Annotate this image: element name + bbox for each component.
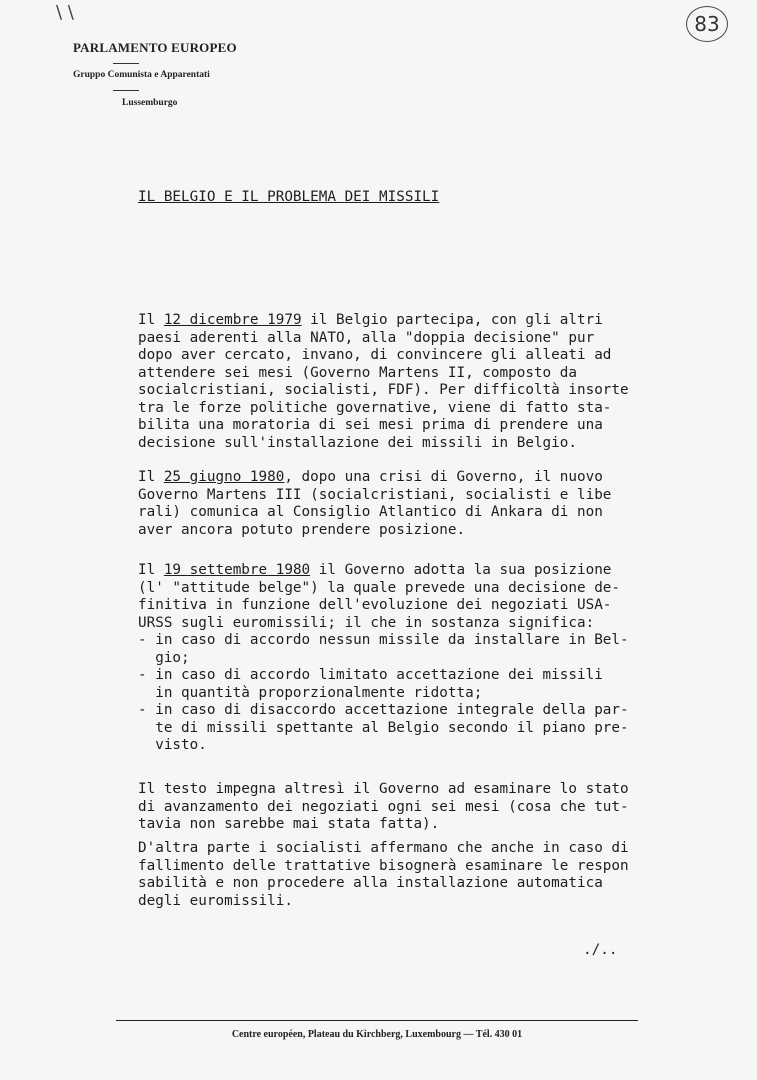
paragraph-5: D'altra parte i socialisti affermano che anche in caso di fallimento delle trattative bisognerà esaminare le respon sabilità e non procedere alla installazione automatica degli euromissili. — [138, 840, 629, 909]
letterhead-city: Lussemburgo — [122, 98, 178, 108]
document-title: IL BELGIO E IL PROBLEMA DEI MISSILI — [138, 189, 440, 205]
paragraph-lead: Il — [138, 469, 164, 485]
paragraph-text: il Belgio partecipa, con gli altri paesi aderenti alla NATO, alla "doppia decisione" pur dopo aver cercato, invano, di convincere gli alleati ad attendere sei mesi (Governo Martens II, composto da socialcristiani, socialisti, FDF). Per difficoltà insorte tra le forze politiche governative, viene di fatto sta- bilita una moratoria di sei mesi prima di prendere una decisione sull'installazione dei missili in Belgio. — [138, 312, 629, 451]
footer-address: Centre européen, Plateau du Kirchberg, Luxembourg — Tél. 430 01 — [231, 1029, 523, 1040]
paragraph-lead: Il — [138, 562, 164, 578]
date-underlined: 19 settembre 1980 — [163, 562, 311, 578]
date-underlined: 12 dicembre 1979 — [163, 312, 302, 328]
page-number-stamp: 83 — [686, 6, 728, 42]
paragraph-text: il Governo adotta la sua posizione (l' "attitude belge") la quale prevede una decisione de- finitiva in funzione dell'evoluzione dei negoziati USA- URSS sugli euromissili; il che in sostanza significa: - in caso di accordo nessun missile da installare in Bel- gio; - in caso di accordo limitato accettazione dei missili in quantità proporzionalmente ridotta; - in caso di disaccordo accettazione integrale della par- te di missili spettante al Belgio secondo il piano pre- visto. — [138, 562, 629, 753]
letterhead-rule — [113, 90, 139, 91]
paragraph-4: Il testo impegna altresì il Governo ad esaminare lo stato di avanzamento dei negoziati ogni sei mesi (cosa che tut- tavia non sarebbe mai stata fatta). — [138, 781, 629, 832]
letterhead-organization: PARLAMENTO EUROPEO — [73, 40, 237, 55]
letterhead-rule — [113, 63, 139, 64]
paragraph-1 — [138, 312, 678, 452]
continuation-mark: ./.. — [583, 942, 618, 958]
paragraph-2 — [138, 469, 678, 539]
paragraph-lead: Il — [138, 312, 164, 328]
paragraph-text: , dopo una crisi di Governo, il nuovo Governo Martens III (socialcristiani, socialisti e libe rali) comunica al Consiglio Atlantico di Ankara di non aver ancora potuto prendere posizione. — [138, 469, 612, 538]
date-underlined: 25 giugno 1980 — [163, 469, 285, 485]
corner-mark: \ \ — [56, 2, 74, 23]
letterhead-group: Gruppo Comunista e Apparentati — [73, 70, 210, 80]
footer-rule — [116, 1020, 638, 1021]
paragraph-3 — [138, 562, 678, 755]
